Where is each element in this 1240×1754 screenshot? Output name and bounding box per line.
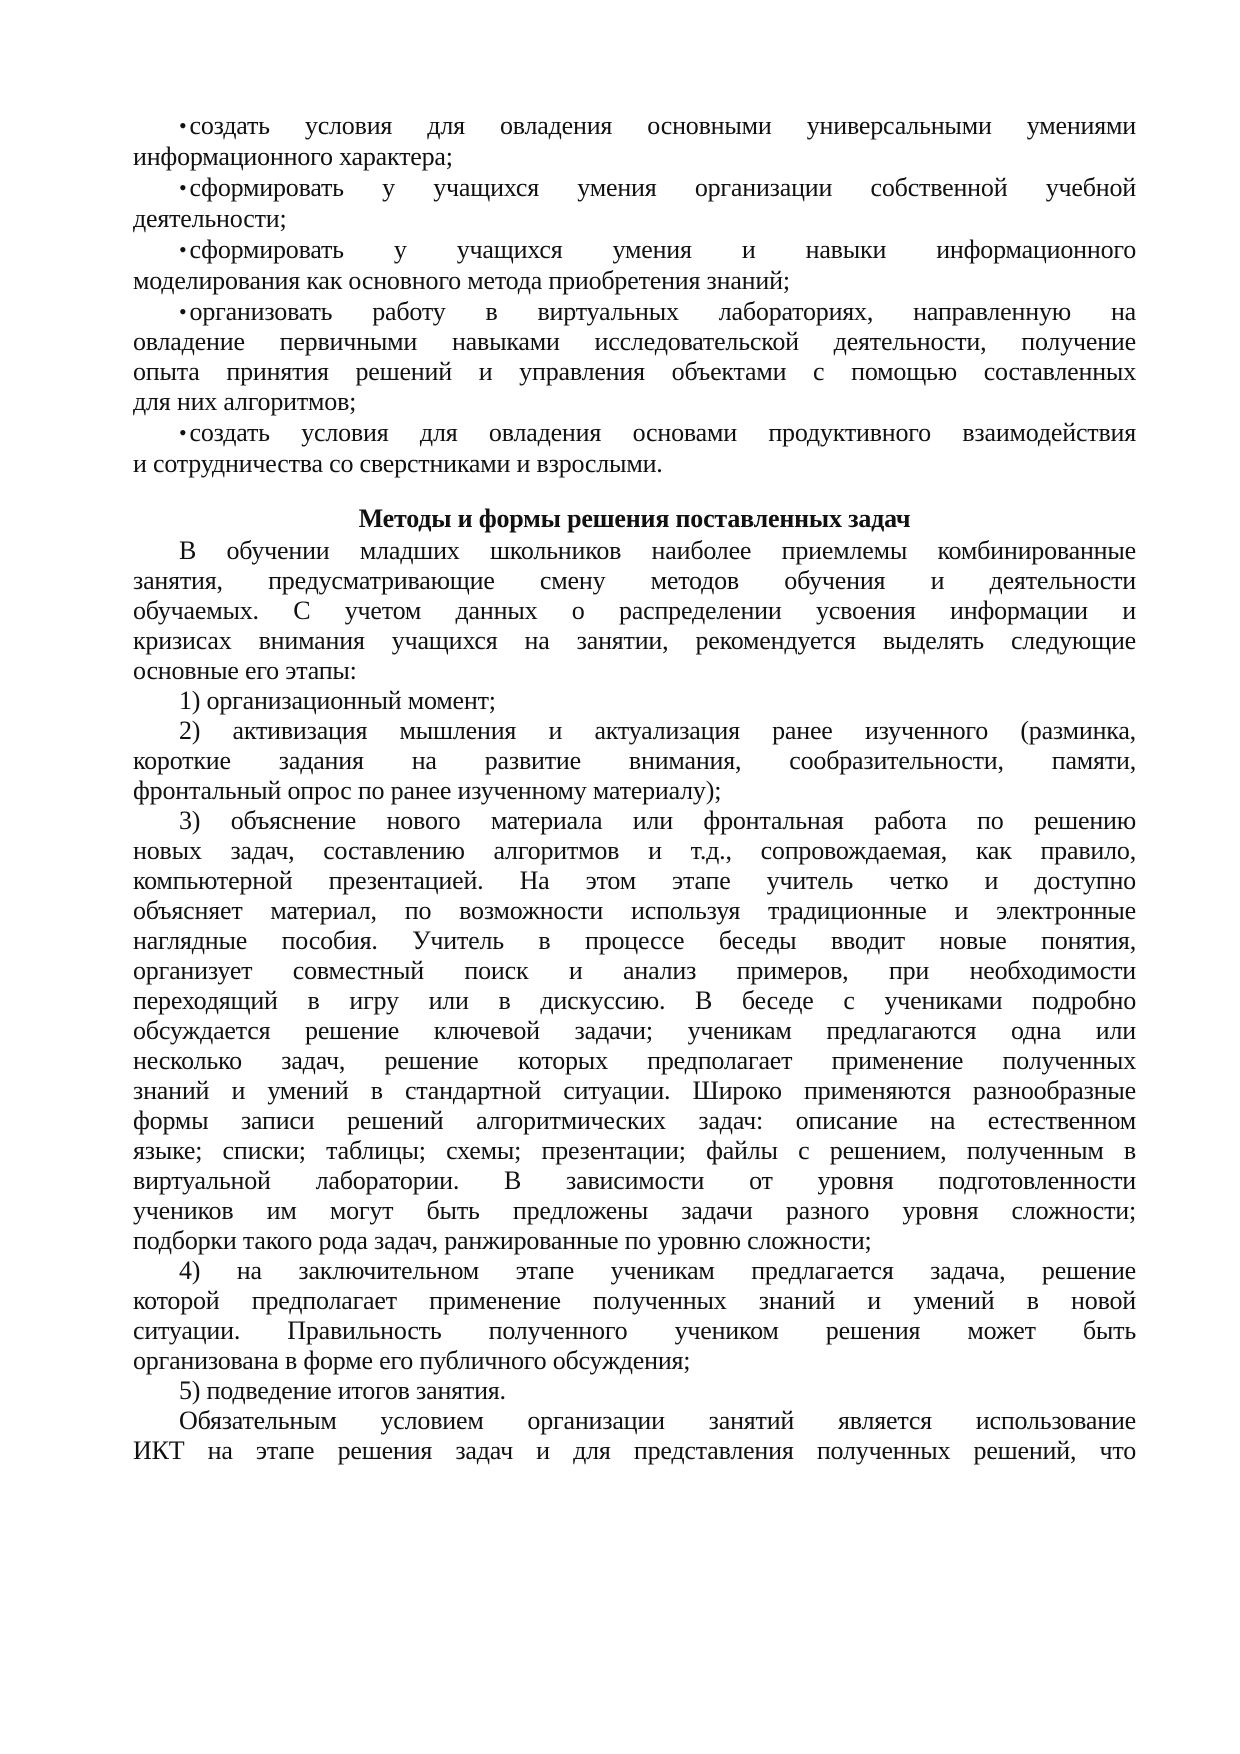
- stage-2-line-2: короткие задания на развитие внимания, сообразительности, памяти,: [133, 746, 1136, 775]
- bullet-icon: •: [179, 175, 187, 200]
- stage-3-line-12: языке; списки; таблицы; схемы; презентации; файлы с решением, полученным в: [133, 1136, 1136, 1165]
- stage-4-line-3: ситуации. Правильность полученного учеником решения может быть: [133, 1316, 1136, 1345]
- stage-1-line-1: 1) организационный момент;: [179, 686, 496, 715]
- stage-5-line-1: 5) подведение итогов занятия.: [179, 1376, 506, 1405]
- intro-paragraph-line-2: занятия, предусматривающие смену методов обучения и деятельности: [133, 566, 1136, 595]
- closing-paragraph-line-2: ИКТ на этапе решения задач и для представления полученных решений, что: [133, 1436, 1136, 1465]
- stage-3-line-15: подборки такого рода задач, ранжированные по уровню сложности;: [133, 1226, 872, 1255]
- stage-3-line-10: знаний и умений в стандартной ситуации. Широко применяются разнообразные: [133, 1076, 1136, 1105]
- stage-3-line-9: несколько задач, решение которых предполагает применение полученных: [133, 1046, 1136, 1075]
- bullet-item-3-line-1: • сформировать у учащихся умения и навыки информационного: [179, 235, 1136, 264]
- stage-4-line-4: организована в форме его публичного обсуждения;: [133, 1346, 691, 1375]
- intro-paragraph-line-4: кризисах внимания учащихся на занятии, рекомендуется выделять следующие: [133, 626, 1136, 655]
- bullet-item-2-line-1: • сформировать у учащихся умения организации собственной учебной: [179, 173, 1136, 202]
- bullet-item-4-line-2: овладение первичными навыками исследовательской деятельности, получение: [133, 327, 1136, 356]
- bullet-item-1-line-1: • создать условия для овладения основными универсальными умениями: [179, 111, 1136, 140]
- bullet-icon: •: [179, 299, 187, 324]
- stage-3-line-14: учеников им могут быть предложены задачи разного уровня сложности;: [133, 1196, 1136, 1225]
- bullet-icon: •: [179, 420, 187, 445]
- section-heading: Методы и формы решения поставленных задач: [358, 504, 911, 533]
- bullet-item-4-line-4: для них алгоритмов;: [133, 387, 357, 416]
- bullet-item-4-line-3: опыта принятия решений и управления объектами с помощью составленных: [133, 357, 1136, 386]
- bullet-item-2-line-2: деятельности;: [133, 204, 287, 233]
- stage-3-line-8: обсуждается решение ключевой задачи; ученикам предлагаются одна или: [133, 1016, 1136, 1045]
- intro-paragraph-line-3: обучаемых. С учетом данных о распределении усвоения информации и: [133, 596, 1136, 625]
- stage-3-line-13: виртуальной лаборатории. В зависимости от уровня подготовленности: [133, 1166, 1136, 1195]
- bullet-item-1-line-2: информационного характера;: [133, 142, 453, 171]
- bullet-item-4-line-1: • организовать работу в виртуальных лабораториях, направленную на: [179, 297, 1136, 326]
- stage-3-line-7: переходящий в игру или в дискуссию. В беседе с учениками подробно: [133, 986, 1136, 1015]
- bullet-item-5-line-1: • создать условия для овладения основами продуктивного взаимодействия: [179, 418, 1136, 447]
- stage-3-line-1: 3) объяснение нового материала или фронтальная работа по решению: [179, 806, 1136, 835]
- stage-3-line-2: новых задач, составлению алгоритмов и т.д., сопровождаемая, как правило,: [133, 836, 1136, 865]
- stage-3-line-3: компьютерной презентацией. На этом этапе учитель четко и доступно: [133, 866, 1136, 895]
- stage-3-line-5: наглядные пособия. Учитель в процессе беседы вводит новые понятия,: [133, 926, 1136, 955]
- bullet-item-5-line-2: и сотрудничества со сверстниками и взрослыми.: [133, 449, 663, 478]
- bullet-item-3-line-2: моделирования как основного метода приобретения знаний;: [133, 266, 790, 295]
- intro-paragraph-line-1: В обучении младших школьников наиболее приемлемы комбинированные: [179, 536, 1136, 565]
- stage-2-line-3: фронтальный опрос по ранее изученному материалу);: [133, 776, 722, 805]
- stage-3-line-11: формы записи решений алгоритмических задач: описание на естественном: [133, 1106, 1136, 1135]
- stage-2-line-1: 2) активизация мышления и актуализация ранее изученного (разминка,: [179, 716, 1136, 745]
- intro-paragraph-line-5: основные его этапы:: [133, 656, 357, 685]
- closing-paragraph-line-1: Обязательным условием организации занятий является использование: [179, 1406, 1136, 1435]
- stage-3-line-4: объясняет материал, по возможности используя традиционные и электронные: [133, 896, 1136, 925]
- stage-4-line-2: которой предполагает применение полученных знаний и умений в новой: [133, 1286, 1136, 1315]
- stage-3-line-6: организует совместный поиск и анализ примеров, при необходимости: [133, 956, 1136, 985]
- stage-4-line-1: 4) на заключительном этапе ученикам предлагается задача, решение: [179, 1256, 1136, 1285]
- bullet-icon: •: [179, 237, 187, 262]
- bullet-icon: •: [179, 113, 187, 138]
